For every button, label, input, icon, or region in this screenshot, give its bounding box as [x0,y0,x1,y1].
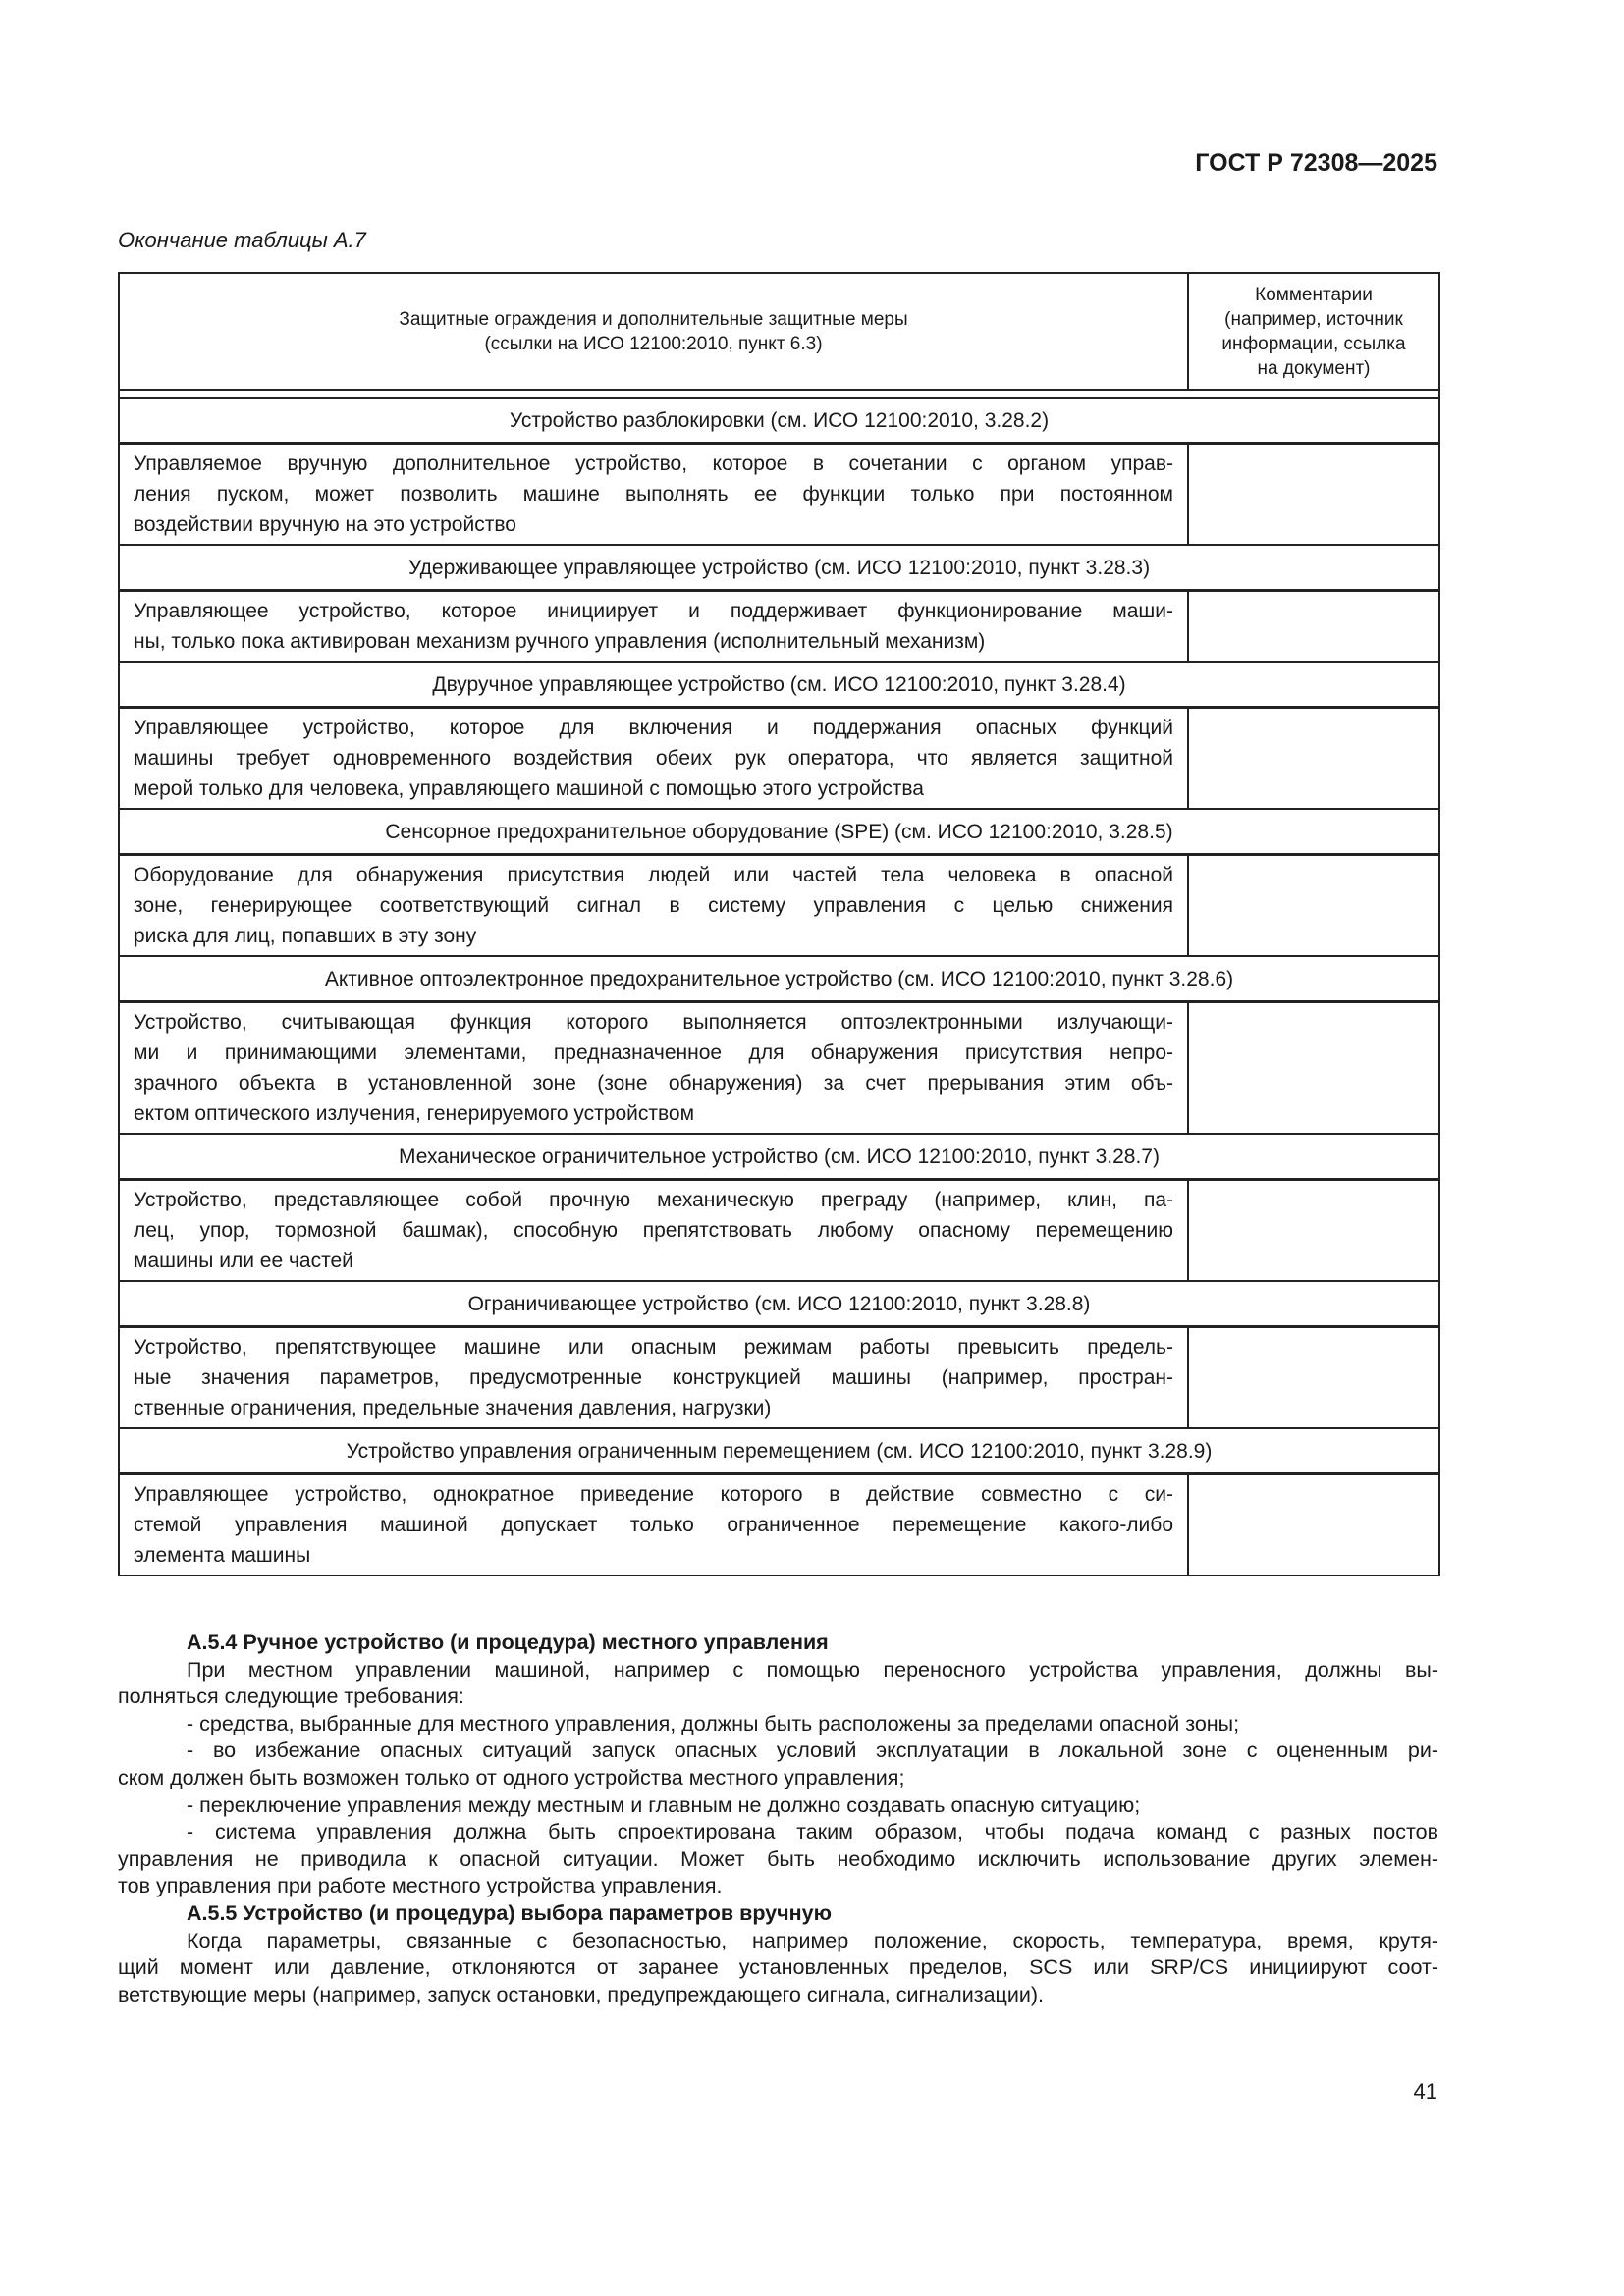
table-row [119,855,1439,957]
col1-header [119,273,1188,390]
text-line: А.5.4 Ручное устройство (и процедура) местного управления [187,1630,829,1654]
description-line: ственные ограничения, предельные значения давления, нагрузки) [134,1397,772,1419]
comment-cell [1188,444,1439,546]
col2-header-line: Комментарии [1255,284,1373,305]
description-line: ления пуском, может позволить машине выполнять ее функции только при постоянном [134,483,1173,506]
comment-cell [1188,591,1439,663]
col2-header-line: на документ) [1257,357,1371,379]
paragraph [118,1928,1438,2009]
text-line: щий момент или давление, отклоняются от заранее установленных пределов, SCS или SRP/CS инициируют соот- [118,1955,1438,1980]
text-line: ветствующие меры (например, запуск остановки, предупреждающего сигнала, сигнализации). [118,1982,1044,2006]
description-line: ные значения параметров, предусмотренные конструкцией машины (например, простран- [134,1366,1173,1389]
table-row [119,708,1439,810]
text-line: тов управления при работе местного устройства управления. [118,1874,723,1898]
section-title: Устройство разблокировки (см. ИСО 12100:2010, 3.28.2) [119,398,1439,444]
description-line: машины или ее частей [134,1250,353,1272]
description-line: машины требует одновременного воздействия обеих рук оператора, что является защитной [134,747,1173,770]
header-double-rule [119,390,1439,398]
section-row [119,809,1439,855]
table-caption: Окончание таблицы А.7 [118,228,366,252]
rule [119,390,1439,398]
description-line: зоне, генерирующее соответствующий сигнал в систему управления с целью снижения [134,894,1173,917]
comment-cell [1188,708,1439,810]
text-line: управления не приводила к опасной ситуации. Может быть необходимо исключить использование других элемен- [118,1846,1438,1871]
description-line: воздействии вручную на это устройство [134,513,516,536]
table-row [119,444,1439,546]
text-line: - средства, выбранные для местного управления, должны быть расположены за пределами опасной зоны; [187,1711,1240,1735]
description-line: ны, только пока активирован механизм ручного управления (исполнительный механизм) [134,630,986,653]
section-heading [118,1629,1438,1657]
description-line: зрачного объекта в установленной зоне (зоне обнаружения) за счет прерывания этим объ- [134,1072,1173,1095]
description-line: элемента машины [134,1544,311,1567]
description-cell [119,708,1188,810]
paragraph [118,1792,1438,1820]
document-code: ГОСТ Р 72308—2025 [1195,149,1437,177]
paragraph [118,1819,1438,1900]
section-title: Механическое ограничительное устройство (см. ИСО 12100:2010, пункт 3.28.7) [119,1134,1439,1180]
description-line: ми и принимающими элементами, предназначенное для обнаружения присутствия непро- [134,1041,1173,1064]
description-line: стемой управления машиной допускает только ограниченное перемещение какого-либо [134,1514,1173,1536]
section-title: Активное оптоэлектронное предохранительное устройство (см. ИСО 12100:2010, пункт 3.28.6) [119,956,1439,1002]
comment-cell [1188,1327,1439,1429]
comment-cell [1188,1474,1439,1576]
col1-header-line: Защитные ограждения и дополнительные защитные меры [399,308,908,330]
col1-header-line: (ссылки на ИСО 12100:2010, пункт 6.3) [484,333,823,354]
description-line: Оборудование для обнаружения присутствия людей или частей тела человека в опасной [134,864,1173,886]
comment-cell [1188,1180,1439,1282]
protective-measures-table [118,272,1440,1576]
description-line: Управляющее устройство, которое инициирует и поддерживает функционирование маши- [134,600,1173,622]
paragraph [118,1711,1438,1738]
text-line: - система управления должна быть спроектирована таким образом, чтобы подача команд с разных постов [187,1820,1438,1844]
col2-header-line: (например, источник [1224,308,1403,330]
text-line: полняться следующие требования: [118,1684,464,1709]
section-title: Удерживающее управляющее устройство (см. ИСО 12100:2010, пункт 3.28.3) [119,545,1439,591]
paragraph [118,1737,1438,1791]
body-text [118,1629,1438,2008]
table-row [119,1180,1439,1282]
table-row [119,1327,1439,1429]
description-line: Управляемое вручную дополнительное устройство, которое в сочетании с органом управ- [134,453,1173,475]
section-title: Сенсорное предохранительное оборудование (SPE) (см. ИСО 12100:2010, 3.28.5) [119,809,1439,855]
section-row [119,545,1439,591]
section-row [119,1134,1439,1180]
table-header-row [119,273,1439,390]
section-row [119,662,1439,708]
section-heading [118,1900,1438,1928]
description-line: риска для лиц, попавших в эту зону [134,925,477,947]
text-line: ском должен быть возможен только от одного устройства местного управления; [118,1765,905,1789]
page-number: 41 [1413,2079,1437,2104]
paragraph [118,1657,1438,1711]
comment-cell [1188,1002,1439,1135]
description-cell [119,591,1188,663]
description-line: Устройство, представляющее собой прочную механическую преграду (например, клин, па- [134,1189,1173,1211]
col2-header [1188,273,1439,390]
table-row [119,1002,1439,1135]
description-line: Устройство, считывающая функция которого выполняется оптоэлектронными излучающи- [134,1011,1173,1034]
description-line: Управляющее устройство, однократное приведение которого в действие совместно с си- [134,1483,1173,1506]
text-line: При местном управлении машиной, например с помощью переносного устройства управления, должны вы- [187,1657,1438,1682]
text-line: - во избежание опасных ситуаций запуск опасных условий эксплуатации в локальной зоне с оцененным ри- [187,1738,1438,1763]
description-cell [119,1180,1188,1282]
description-cell [119,1002,1188,1135]
description-cell [119,855,1188,957]
section-title: Двуручное управляющее устройство (см. ИСО 12100:2010, пункт 3.28.4) [119,662,1439,708]
section-title: Устройство управления ограниченным перемещением (см. ИСО 12100:2010, пункт 3.28.9) [119,1428,1439,1474]
section-row [119,398,1439,444]
section-row [119,1281,1439,1327]
text-line: А.5.5 Устройство (и процедура) выбора параметров вручную [187,1900,832,1925]
section-row [119,956,1439,1002]
table-row [119,1474,1439,1576]
section-title: Ограничивающее устройство (см. ИСО 12100:2010, пункт 3.28.8) [119,1281,1439,1327]
table-row [119,591,1439,663]
description-line: лец, упор, тормозной башмак), способную препятствовать любому опасному перемещению [134,1219,1173,1242]
description-line: мерой только для человека, управляющего машиной с помощью этого устройства [134,777,924,800]
text-line: - переключение управления между местным и главным не должно создавать опасную ситуацию; [187,1792,1141,1817]
comment-cell [1188,855,1439,957]
description-line: Устройство, препятствующее машине или опасным режимам работы превысить предель- [134,1336,1173,1359]
description-cell [119,1474,1188,1576]
text-line: Когда параметры, связанные с безопасностью, например положение, скорость, температура, время, крутя- [187,1928,1438,1952]
description-line: Управляющее устройство, которое для включения и поддержания опасных функций [134,717,1173,739]
description-cell [119,444,1188,546]
section-row [119,1428,1439,1474]
col2-header-line: информации, ссылка [1221,333,1406,354]
description-line: ектом оптического излучения, генерируемого устройством [134,1102,695,1125]
description-cell [119,1327,1188,1429]
